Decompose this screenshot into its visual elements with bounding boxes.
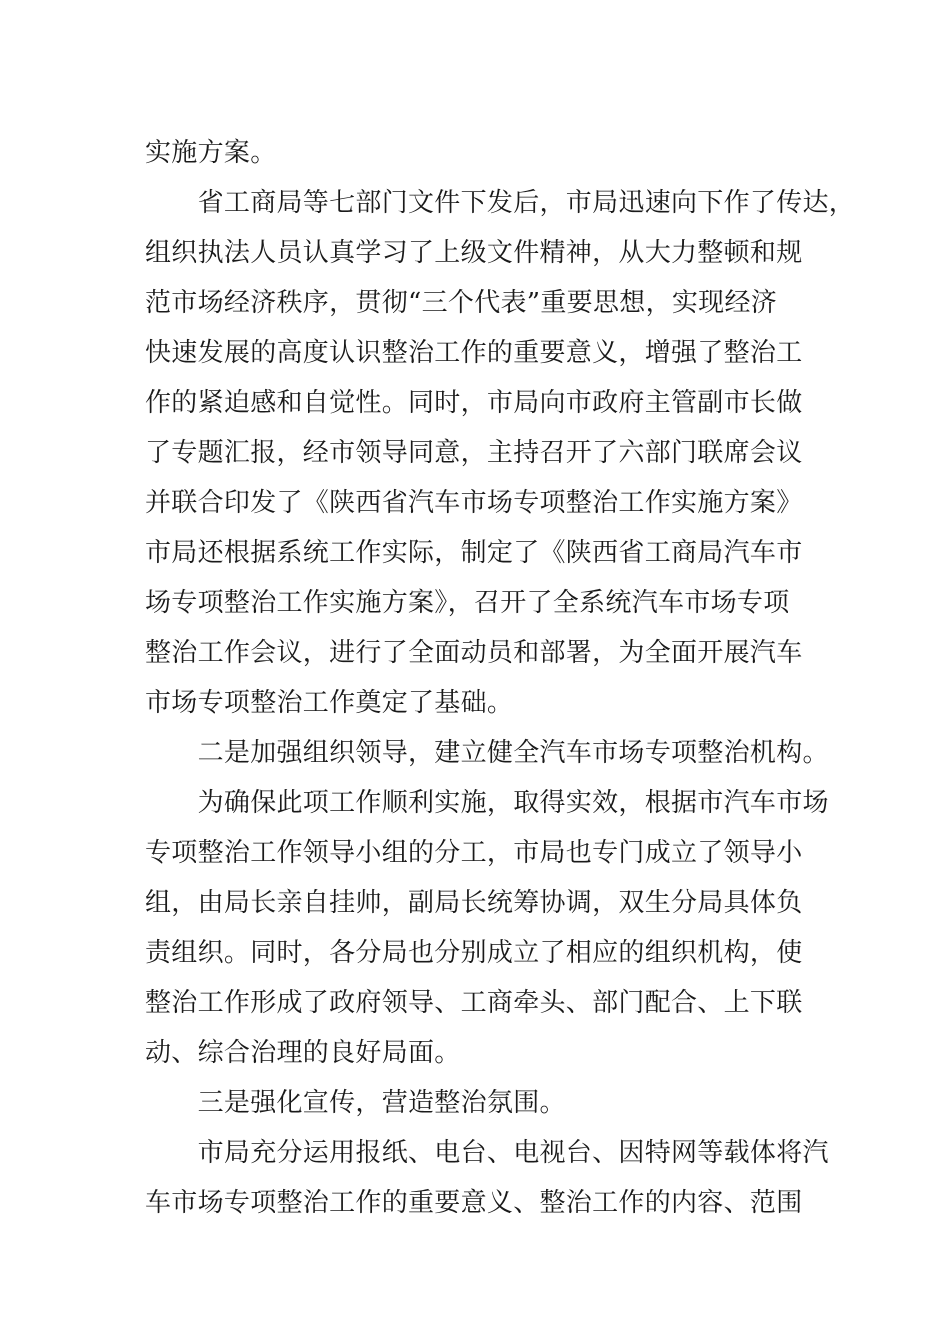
text-line: 整治工作形成了政府领导、工商牵头、部门配合、上下联 bbox=[145, 988, 803, 1018]
text-line: 车市场专项整治工作的重要意义、整治工作的内容、范围 bbox=[145, 1188, 803, 1218]
text-line: 市场专项整治工作奠定了基础。 bbox=[145, 688, 514, 718]
text-line: 省工商局等七部门文件下发后，市局迅速向下作了传达， bbox=[145, 188, 856, 218]
text-line: 三是强化宣传，营造整治氛围。 bbox=[145, 1088, 566, 1118]
text-line: 快速发展的高度认识整治工作的重要意义，增强了整治工 bbox=[145, 338, 803, 368]
text-line: 二是加强组织领导，建立健全汽车市场专项整治机构。 bbox=[145, 738, 829, 768]
text-line: 市局充分运用报纸、电台、电视台、因特网等载体将汽 bbox=[145, 1138, 829, 1168]
text-line: 作的紧迫感和自觉性。同时，市局向市政府主管副市长做 bbox=[145, 388, 803, 418]
text-line: 整治工作会议，进行了全面动员和部署，为全面开展汽车 bbox=[145, 638, 803, 668]
text-line: 了专题汇报，经市领导同意，主持召开了六部门联席会议 bbox=[145, 438, 803, 468]
text-line: 为确保此项工作顺利实施，取得实效，根据市汽车市场 bbox=[145, 788, 829, 818]
text-line: 场专项整治工作实施方案》，召开了全系统汽车市场专项 bbox=[145, 588, 790, 618]
text-line: 专项整治工作领导小组的分工，市局也专门成立了领导小 bbox=[145, 838, 803, 868]
text-line: 组织执法人员认真学习了上级文件精神，从大力整顿和规 bbox=[145, 238, 803, 268]
text-line: 并联合印发了《陕西省汽车市场专项整治工作实施方案》 bbox=[145, 488, 803, 518]
text-line: 实施方案。 bbox=[145, 138, 277, 168]
text-line: 市局还根据系统工作实际，制定了《陕西省工商局汽车市 bbox=[145, 538, 803, 568]
text-line: 责组织。同时，各分局也分别成立了相应的组织机构，使 bbox=[145, 938, 803, 968]
text-line: 范市场经济秩序，贯彻“三个代表”重要思想，实现经济 bbox=[145, 288, 778, 318]
document-body bbox=[145, 128, 856, 1228]
text-line: 组，由局长亲自挂帅，副局长统筹协调，双生分局具体负 bbox=[145, 888, 803, 918]
text-line: 动、综合治理的良好局面。 bbox=[145, 1038, 461, 1068]
